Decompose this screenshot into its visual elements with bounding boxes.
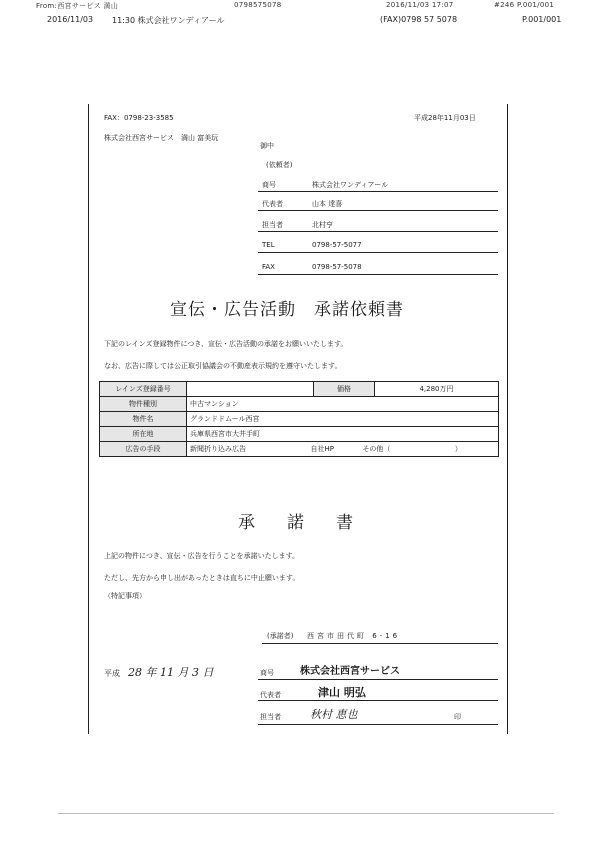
document-date: 平成28年11月03日 [414,114,476,122]
divider [258,231,498,232]
divider [258,274,498,275]
fax-job-top: #246 P.001/001 [494,1,555,9]
requester-company-row [262,180,498,190]
fax-to: FAX：0798-23-3585 [104,114,174,122]
name-value: グランドドムール西宮 [187,412,499,427]
media-values [187,442,499,457]
special-notes-label: （特記事項） [104,592,146,600]
approver-label: (承諾者) [267,632,294,640]
consent-body-1: 上記の物件につき、宣伝・広告を行うことを承諾いたします。 [104,552,300,560]
addressee-suffix: 御中 [260,142,274,150]
requester-tel-row [262,241,498,249]
table-row [100,397,499,412]
table-row [100,427,499,442]
table-row [100,382,499,397]
requester-label: (依頼者) [266,161,293,169]
reins-value [187,382,314,397]
intro-line-2: なお、広告に際しては公正取引協議会の不動産表示規約を遵守いたします。 [104,362,342,370]
footer-rule [58,813,554,814]
contact-value: 北村亨 [312,221,333,229]
table-row [100,412,499,427]
media-option-hp: 自社HP [310,445,334,453]
location-label: 所在地 [100,427,187,442]
media-option-other: その他（ [362,445,391,453]
addressee: 株式会社西宮サービス 満山 富美玩 [104,134,219,142]
price-value: 4,280万円 [375,382,499,397]
price-label: 価格 [314,382,375,397]
fax-number: (FAX)0798 57 5078 [380,15,458,24]
approver-rep: 津山 明弘 [318,686,366,699]
approver-contact-label: 担当者 [260,713,281,721]
approver-contact: 秋村 恵也 [310,708,358,721]
sign-date-era: 平成 [104,669,120,678]
divider [258,679,498,680]
rep-value: 山本 達喜 [312,200,343,208]
media-option-other-end: ） [454,445,462,453]
divider [258,191,498,192]
sign-date: 28 年 11 月 3 日 [128,666,214,679]
fax-time-sender: 11:30 株式会社ワンディアール [112,16,225,25]
table-row [100,442,499,457]
company-label: 商号 [262,181,276,189]
fax-value: 0798-57-5078 [312,263,362,271]
name-label: 物件名 [100,412,187,427]
approver-rep-label: 代表者 [260,691,281,699]
fax-from: From:西宮サービス 満山 [36,2,119,10]
company-value: 株式会社ワンディアール [312,181,389,189]
divider [258,700,498,701]
fax-label: FAX [262,263,275,271]
reins-label: レインズ登録番号 [100,382,187,397]
fax-page: P.001/001 [522,15,562,24]
document-title: 宣伝・広告活動 承諾依頼書 [170,300,404,320]
fax-date: 2016/11/03 [47,15,94,24]
contact-label: 担当者 [262,221,283,229]
requester-contact-row [262,220,498,230]
tel-label: TEL [262,241,275,249]
fax-datetime-top: 2016/11/03 17:07 [386,1,454,9]
consent-body-2: ただし、先方から申し出があったときは直ちに中止願います。 [104,574,300,582]
divider [258,210,498,211]
location-value: 兵庫県西宮市大井手町 [187,427,499,442]
approver-address: 西宮市田代町 6-16 [307,632,401,640]
property-table [99,381,499,457]
type-value: 中古マンション [187,397,499,412]
consent-title: 承諾書 [238,513,385,533]
rep-label: 代表者 [262,200,283,208]
approver-company-label: 商号 [260,669,274,677]
divider [262,643,498,644]
divider [258,724,498,725]
requester-fax-row [262,263,498,271]
approver-company: 株式会社西宮サービス [300,666,400,677]
media-label: 広告の手段 [100,442,187,457]
tel-value: 0798-57-5077 [312,241,362,249]
intro-line-1: 下記のレインズ登録物件につき、宣伝・広告活動の承諾をお願いいたします。 [104,340,348,348]
type-label: 物件種別 [100,397,187,412]
requester-rep-row [262,199,498,209]
fax-number-top: 0798575078 [234,1,282,9]
divider [258,252,498,253]
approver-seal: 印 [454,713,461,721]
media-option-newspaper: 新聞折り込み広告 [190,445,246,453]
